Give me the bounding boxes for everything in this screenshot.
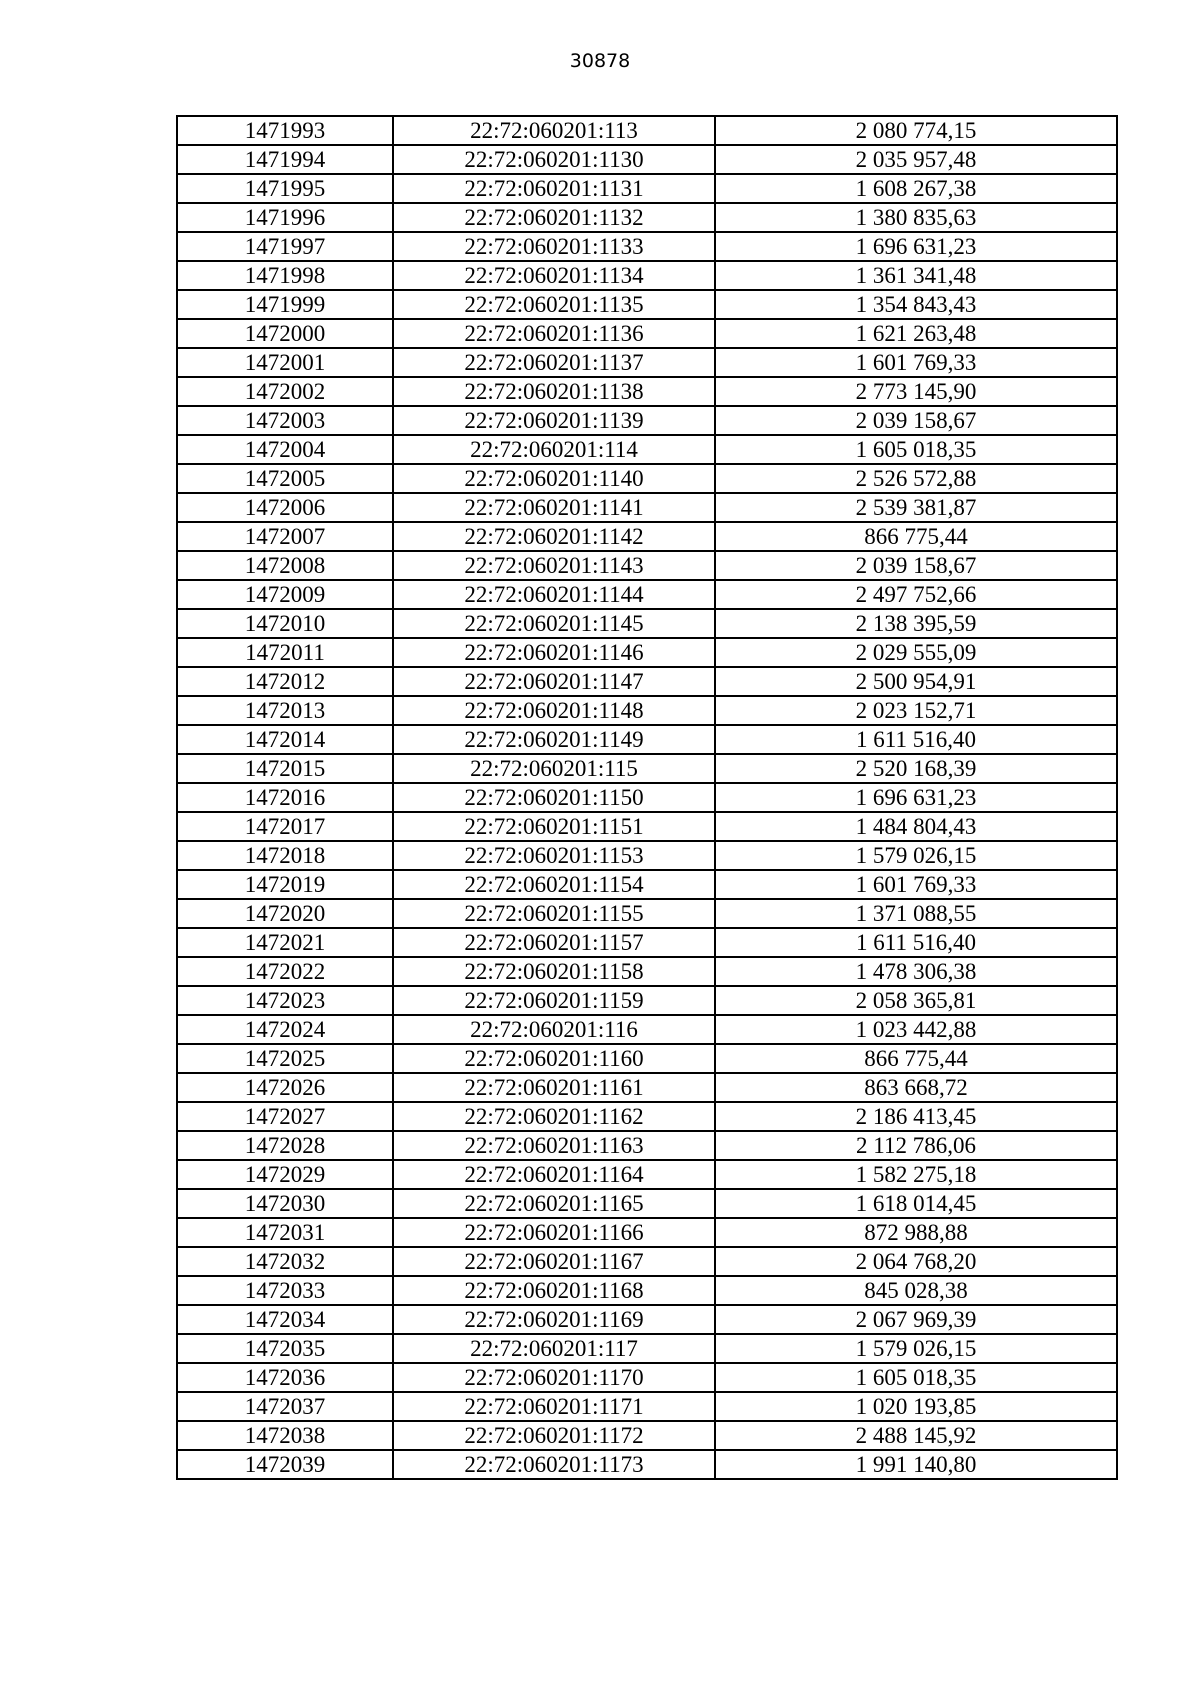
- cadastral-value-cell: 2 039 158,67: [715, 551, 1117, 580]
- table-row: [177, 1102, 1117, 1131]
- cadastral-number-cell: 22:72:060201:1145: [393, 609, 715, 638]
- table-row: [177, 1073, 1117, 1102]
- table-row: [177, 1131, 1117, 1160]
- row-number-cell: 1472036: [177, 1363, 393, 1392]
- cadastral-value-cell: 1 354 843,43: [715, 290, 1117, 319]
- row-number-cell: 1472019: [177, 870, 393, 899]
- table-row: [177, 725, 1117, 754]
- cadastral-value-cell: 1 380 835,63: [715, 203, 1117, 232]
- row-number-cell: 1472030: [177, 1189, 393, 1218]
- cadastral-value-cell: 1 579 026,15: [715, 841, 1117, 870]
- row-number-cell: 1472017: [177, 812, 393, 841]
- table-row: [177, 1363, 1117, 1392]
- table-row: [177, 1189, 1117, 1218]
- cadastral-number-cell: 22:72:060201:1154: [393, 870, 715, 899]
- table-row: [177, 1218, 1117, 1247]
- table-row: [177, 899, 1117, 928]
- cadastral-value-cell: 1 608 267,38: [715, 174, 1117, 203]
- cadastral-value-cell: 2 138 395,59: [715, 609, 1117, 638]
- row-number-cell: 1472013: [177, 696, 393, 725]
- row-number-cell: 1471996: [177, 203, 393, 232]
- cadastral-value-cell: 1 023 442,88: [715, 1015, 1117, 1044]
- cadastral-number-cell: 22:72:060201:1153: [393, 841, 715, 870]
- cadastral-number-cell: 22:72:060201:1171: [393, 1392, 715, 1421]
- table-row: [177, 319, 1117, 348]
- table-row: [177, 1392, 1117, 1421]
- row-number-cell: 1472002: [177, 377, 393, 406]
- cadastral-value-cell: 1 696 631,23: [715, 783, 1117, 812]
- row-number-cell: 1471995: [177, 174, 393, 203]
- cadastral-value-cell: 2 186 413,45: [715, 1102, 1117, 1131]
- page-number: 30878: [569, 50, 631, 72]
- cadastral-value-cell: 1 991 140,80: [715, 1450, 1117, 1479]
- table-row: [177, 783, 1117, 812]
- row-number-cell: 1472016: [177, 783, 393, 812]
- cadastral-value-cell: 2 058 365,81: [715, 986, 1117, 1015]
- row-number-cell: 1472028: [177, 1131, 393, 1160]
- cadastral-value-cell: 1 605 018,35: [715, 1363, 1117, 1392]
- cadastral-number-cell: 22:72:060201:1151: [393, 812, 715, 841]
- row-number-cell: 1472027: [177, 1102, 393, 1131]
- cadastral-number-cell: 22:72:060201:1150: [393, 783, 715, 812]
- table-row: [177, 406, 1117, 435]
- cadastral-value-cell: 1 601 769,33: [715, 348, 1117, 377]
- row-number-cell: 1472010: [177, 609, 393, 638]
- cadastral-number-cell: 22:72:060201:1160: [393, 1044, 715, 1073]
- table-row: [177, 232, 1117, 261]
- table-row: [177, 696, 1117, 725]
- row-number-cell: 1472038: [177, 1421, 393, 1450]
- cadastral-value-cell: 1 611 516,40: [715, 725, 1117, 754]
- table-row: [177, 638, 1117, 667]
- row-number-cell: 1472037: [177, 1392, 393, 1421]
- table-row: [177, 580, 1117, 609]
- cadastral-number-cell: 22:72:060201:1131: [393, 174, 715, 203]
- row-number-cell: 1472006: [177, 493, 393, 522]
- cadastral-number-cell: 22:72:060201:1161: [393, 1073, 715, 1102]
- cadastral-value-cell: 2 539 381,87: [715, 493, 1117, 522]
- table-row: [177, 1015, 1117, 1044]
- row-number-cell: 1471994: [177, 145, 393, 174]
- cadastral-number-cell: 22:72:060201:1133: [393, 232, 715, 261]
- table-row: [177, 957, 1117, 986]
- row-number-cell: 1472032: [177, 1247, 393, 1276]
- table-row: [177, 435, 1117, 464]
- cadastral-value-cell: 2 035 957,48: [715, 145, 1117, 174]
- row-number-cell: 1472015: [177, 754, 393, 783]
- cadastral-number-cell: 22:72:060201:1162: [393, 1102, 715, 1131]
- cadastral-value-cell: 2 064 768,20: [715, 1247, 1117, 1276]
- cadastral-number-cell: 22:72:060201:1142: [393, 522, 715, 551]
- row-number-cell: 1472025: [177, 1044, 393, 1073]
- cadastral-number-cell: 22:72:060201:1132: [393, 203, 715, 232]
- table-row: [177, 290, 1117, 319]
- cadastral-number-cell: 22:72:060201:1157: [393, 928, 715, 957]
- cadastral-value-cell: 1 621 263,48: [715, 319, 1117, 348]
- cadastral-number-cell: 22:72:060201:1135: [393, 290, 715, 319]
- cadastral-number-cell: 22:72:060201:1147: [393, 667, 715, 696]
- cadastral-number-cell: 22:72:060201:1144: [393, 580, 715, 609]
- table-row: [177, 116, 1117, 145]
- table-row: [177, 377, 1117, 406]
- row-number-cell: 1472008: [177, 551, 393, 580]
- cadastral-value-cell: 1 484 804,43: [715, 812, 1117, 841]
- cadastral-number-cell: 22:72:060201:114: [393, 435, 715, 464]
- cadastral-number-cell: 22:72:060201:1158: [393, 957, 715, 986]
- table-row: [177, 609, 1117, 638]
- table-row: [177, 493, 1117, 522]
- row-number-cell: 1471999: [177, 290, 393, 319]
- cadastral-value-cell: 1 605 018,35: [715, 435, 1117, 464]
- cadastral-number-cell: 22:72:060201:1136: [393, 319, 715, 348]
- cadastral-value-cell: 866 775,44: [715, 1044, 1117, 1073]
- cadastral-number-cell: 22:72:060201:113: [393, 116, 715, 145]
- table-row: [177, 1044, 1117, 1073]
- cadastral-number-cell: 22:72:060201:1173: [393, 1450, 715, 1479]
- cadastral-number-cell: 22:72:060201:1141: [393, 493, 715, 522]
- row-number-cell: 1472031: [177, 1218, 393, 1247]
- cadastral-number-cell: 22:72:060201:1146: [393, 638, 715, 667]
- table-row: [177, 812, 1117, 841]
- table-row: [177, 174, 1117, 203]
- row-number-cell: 1472024: [177, 1015, 393, 1044]
- row-number-cell: 1472005: [177, 464, 393, 493]
- row-number-cell: 1471997: [177, 232, 393, 261]
- table-row: [177, 203, 1117, 232]
- row-number-cell: 1472004: [177, 435, 393, 464]
- cadastral-value-cell: 845 028,38: [715, 1276, 1117, 1305]
- row-number-cell: 1472014: [177, 725, 393, 754]
- row-number-cell: 1472009: [177, 580, 393, 609]
- cadastral-value-cell: 2 497 752,66: [715, 580, 1117, 609]
- table-row: [177, 1160, 1117, 1189]
- table-row: [177, 1421, 1117, 1450]
- table-row: [177, 1276, 1117, 1305]
- table-row: [177, 348, 1117, 377]
- row-number-cell: 1472018: [177, 841, 393, 870]
- row-number-cell: 1472034: [177, 1305, 393, 1334]
- table-row: [177, 986, 1117, 1015]
- cadastral-number-cell: 22:72:060201:1167: [393, 1247, 715, 1276]
- cadastral-number-cell: 22:72:060201:1163: [393, 1131, 715, 1160]
- cadastral-number-cell: 22:72:060201:1148: [393, 696, 715, 725]
- cadastral-number-cell: 22:72:060201:1137: [393, 348, 715, 377]
- cadastral-value-table: [176, 115, 1118, 1480]
- cadastral-value-cell: 866 775,44: [715, 522, 1117, 551]
- cadastral-number-cell: 22:72:060201:117: [393, 1334, 715, 1363]
- cadastral-number-cell: 22:72:060201:1166: [393, 1218, 715, 1247]
- cadastral-number-cell: 22:72:060201:1165: [393, 1189, 715, 1218]
- row-number-cell: 1471998: [177, 261, 393, 290]
- row-number-cell: 1471993: [177, 116, 393, 145]
- table-row: [177, 667, 1117, 696]
- cadastral-value-cell: 1 020 193,85: [715, 1392, 1117, 1421]
- cadastral-value-cell: 1 601 769,33: [715, 870, 1117, 899]
- cadastral-number-cell: 22:72:060201:1140: [393, 464, 715, 493]
- table-row: [177, 870, 1117, 899]
- row-number-cell: 1472001: [177, 348, 393, 377]
- row-number-cell: 1472026: [177, 1073, 393, 1102]
- table-row: [177, 1334, 1117, 1363]
- cadastral-number-cell: 22:72:060201:1172: [393, 1421, 715, 1450]
- table-row: [177, 928, 1117, 957]
- cadastral-value-cell: 2 773 145,90: [715, 377, 1117, 406]
- table-row: [177, 464, 1117, 493]
- cadastral-number-cell: 22:72:060201:1139: [393, 406, 715, 435]
- cadastral-value-cell: 1 582 275,18: [715, 1160, 1117, 1189]
- table-row: [177, 261, 1117, 290]
- cadastral-value-cell: 863 668,72: [715, 1073, 1117, 1102]
- cadastral-number-cell: 22:72:060201:1149: [393, 725, 715, 754]
- row-number-cell: 1472022: [177, 957, 393, 986]
- cadastral-value-cell: 2 488 145,92: [715, 1421, 1117, 1450]
- row-number-cell: 1472035: [177, 1334, 393, 1363]
- cadastral-number-cell: 22:72:060201:1169: [393, 1305, 715, 1334]
- cadastral-value-cell: 2 039 158,67: [715, 406, 1117, 435]
- row-number-cell: 1472007: [177, 522, 393, 551]
- table-row: [177, 145, 1117, 174]
- cadastral-number-cell: 22:72:060201:1168: [393, 1276, 715, 1305]
- cadastral-number-cell: 22:72:060201:1130: [393, 145, 715, 174]
- cadastral-value-cell: 2 023 152,71: [715, 696, 1117, 725]
- cadastral-value-cell: 2 500 954,91: [715, 667, 1117, 696]
- cadastral-number-cell: 22:72:060201:1164: [393, 1160, 715, 1189]
- cadastral-value-cell: 2 520 168,39: [715, 754, 1117, 783]
- cadastral-value-cell: 2 067 969,39: [715, 1305, 1117, 1334]
- table-row: [177, 754, 1117, 783]
- table-row: [177, 841, 1117, 870]
- row-number-cell: 1472021: [177, 928, 393, 957]
- table-body: [177, 116, 1117, 1479]
- cadastral-value-cell: 1 371 088,55: [715, 899, 1117, 928]
- cadastral-value-cell: 1 361 341,48: [715, 261, 1117, 290]
- cadastral-value-cell: 2 112 786,06: [715, 1131, 1117, 1160]
- cadastral-number-cell: 22:72:060201:1170: [393, 1363, 715, 1392]
- row-number-cell: 1472023: [177, 986, 393, 1015]
- row-number-cell: 1472000: [177, 319, 393, 348]
- row-number-cell: 1472029: [177, 1160, 393, 1189]
- cadastral-value-cell: 1 618 014,45: [715, 1189, 1117, 1218]
- cadastral-value-cell: 872 988,88: [715, 1218, 1117, 1247]
- cadastral-value-cell: 1 696 631,23: [715, 232, 1117, 261]
- cadastral-number-cell: 22:72:060201:1143: [393, 551, 715, 580]
- cadastral-value-cell: 1 579 026,15: [715, 1334, 1117, 1363]
- cadastral-number-cell: 22:72:060201:1134: [393, 261, 715, 290]
- row-number-cell: 1472020: [177, 899, 393, 928]
- table-row: [177, 522, 1117, 551]
- cadastral-value-cell: 2 080 774,15: [715, 116, 1117, 145]
- row-number-cell: 1472039: [177, 1450, 393, 1479]
- row-number-cell: 1472033: [177, 1276, 393, 1305]
- cadastral-number-cell: 22:72:060201:115: [393, 754, 715, 783]
- row-number-cell: 1472012: [177, 667, 393, 696]
- cadastral-value-cell: 2 029 555,09: [715, 638, 1117, 667]
- cadastral-number-cell: 22:72:060201:1138: [393, 377, 715, 406]
- table-row: [177, 551, 1117, 580]
- cadastral-value-cell: 1 611 516,40: [715, 928, 1117, 957]
- table-row: [177, 1305, 1117, 1334]
- row-number-cell: 1472003: [177, 406, 393, 435]
- row-number-cell: 1472011: [177, 638, 393, 667]
- table-row: [177, 1247, 1117, 1276]
- cadastral-value-cell: 1 478 306,38: [715, 957, 1117, 986]
- cadastral-value-cell: 2 526 572,88: [715, 464, 1117, 493]
- cadastral-number-cell: 22:72:060201:1159: [393, 986, 715, 1015]
- cadastral-number-cell: 22:72:060201:116: [393, 1015, 715, 1044]
- cadastral-number-cell: 22:72:060201:1155: [393, 899, 715, 928]
- table-row: [177, 1450, 1117, 1479]
